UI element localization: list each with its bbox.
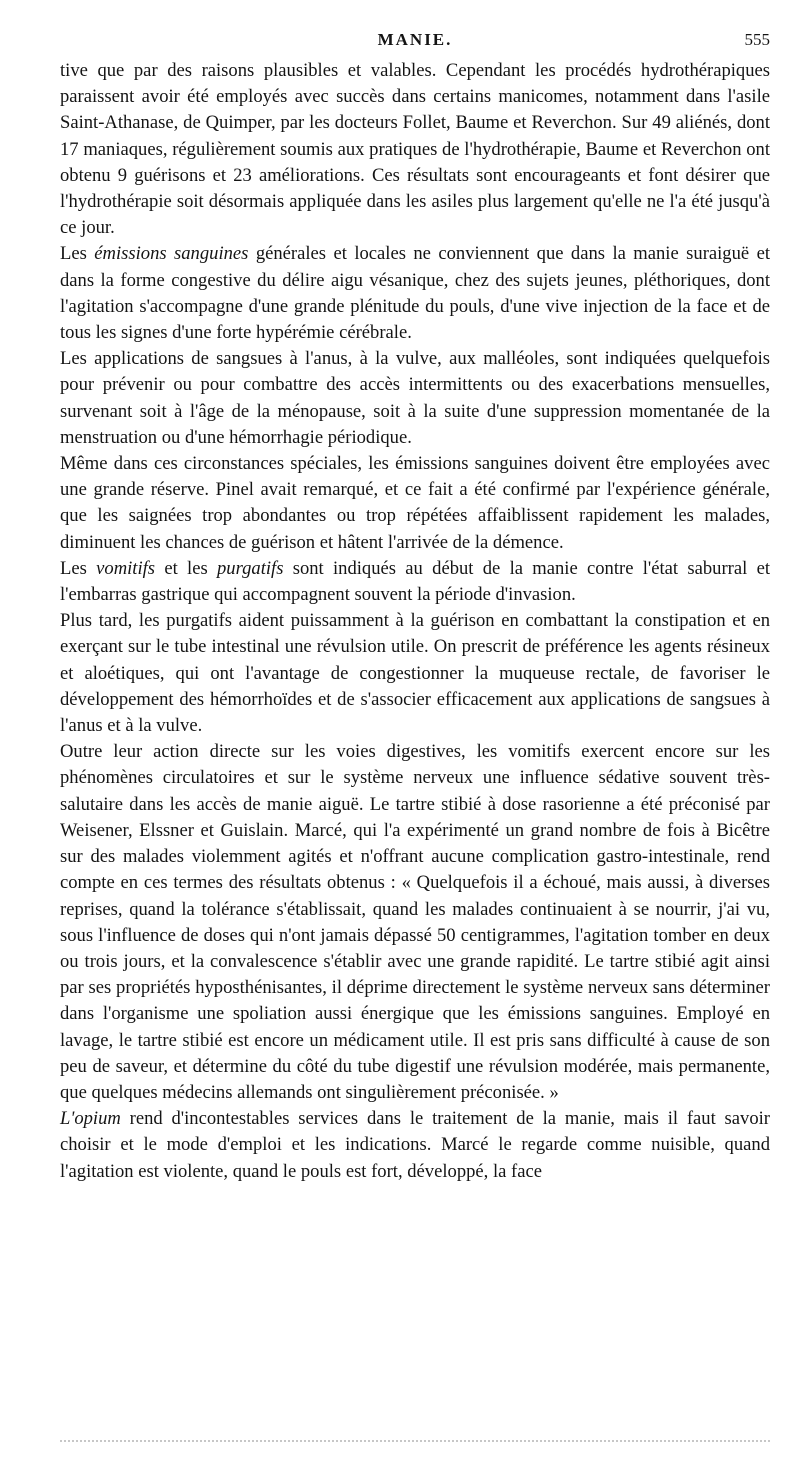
text-run: Outre leur action directe sur les voies digestives, les vomitifs exercent encore sur les phénomènes circulatoires et sur le système nerveux une influence sédative souvent très-salutaire dans les accès de manie aiguë. Le tartre stibié à dose rasorienne a été préconisé par Weisener, Elssner et Guislain. Marcé, qui l'a expérimenté un grand nombre de fois à Bicêtre sur des malades violemment agités et n'offrant aucune complication gastro-intestinale, rend compte en ces termes des résultats obtenus : « Quelquefois il a échoué, mais aussi, à diverses reprises, quand la tolérance s'établissait, quand les malades continuaient à se nourrir, j'ai vu, sous l'influence de doses qui n'ont jamais dépassé 50 centigrammes, l'agitation tomber en deux ou trois jours, et la convalescence s'établir avec une grande rapidité. Le tartre stibié agit ainsi par ses propriétés hyposthénisantes, il déprime directement le système nerveux sans déterminer dans l'organisme une spoliation aussi énergique que les émissions sanguines. Employé en lavage, le tartre stibié est encore un médicament utile. Il est pris sans difficulté à cause de son peu de saveur, et détermine du côté du tube digestif une révulsion modérée, mais permanente, que quelques médecins allemands ont singulièrement préconisée. »: [60, 741, 770, 1103]
italic-term: purgatifs: [216, 557, 284, 579]
text-run: tive que par des raisons plausibles et valables. Cependant les procédés hydrothérapiques paraissent avoir été employés avec succès dans certains manicomes, notamment dans l'asile Saint-Athanase, de Quimper, par les docteurs Follet, Baume et Reverchon. Sur 49 aliénés, dont 17 maniaques, régulièrement soumis aux pratiques de l'hydrothérapie, Baume et Reverchon ont obtenu 9 guérisons et 23 améliorations. Ces résultats sont encourageants et font désirer que l'hydrothérapie soit désormais appliquée dans les asiles plus largement qu'elle ne l'a été jusqu'à ce jour.: [60, 60, 770, 239]
page-number: 555: [744, 30, 770, 49]
paragraph: [60, 241, 770, 346]
text-run: sont indiqués au début de la manie contre l'état saburral et l'embarras gastrique qui accompagnent souvent la période d'invasion.: [60, 557, 770, 606]
italic-term: émissions sanguines: [94, 243, 249, 265]
text-run: Les: [60, 243, 95, 265]
paragraph: [60, 346, 770, 451]
italic-term: vomitifs: [96, 557, 156, 579]
text-run: rend d'incontestables services dans le traitement de la manie, mais il faut savoir choisir et le mode d'emploi et les indications. Marcé le regarde comme nuisible, quand l'agitation est violente, quand le pouls est fort, développé, la face: [60, 1108, 770, 1182]
paragraph: [60, 451, 770, 556]
text-run: Même dans ces circonstances spéciales, les émissions sanguines doivent être employées avec une grande réserve. Pinel avait remarqué, et ce fait a été confirmé par l'expérience générale, que les saignées trop abondantes ou trop répétées affaiblissent rapidement les malades, diminuent les chances de guérison et hâtent l'arrivée de la démence.: [60, 453, 770, 553]
text-run: Les: [60, 557, 97, 579]
paragraph: [60, 1106, 770, 1185]
text-run: Plus tard, les purgatifs aident puissamment à la guérison en combattant la constipation et en exerçant sur le tube intestinal une révulsion utile. On prescrit de préférence les agents résineux et aloétiques, qui ont l'avantage de congestionner la muqueuse rectale, de favoriser le développement des hémorrhoïdes et de s'associer efficacement aux applications de sangsues à l'anus et à la vulve.: [60, 610, 770, 737]
paragraph: [60, 608, 770, 739]
body-text: [60, 58, 770, 1185]
text-run: et les: [155, 557, 217, 579]
running-title: MANIE.: [377, 30, 453, 49]
paragraph: [60, 739, 770, 1106]
document-page: [60, 30, 770, 1185]
paragraph: [60, 58, 770, 241]
text-run: générales et locales ne conviennent que dans la manie suraiguë et dans la forme congestive du délire aigu vésanique, chez des sujets jeunes, pléthoriques, dont l'agitation s'accompagne d'une grande plénitude du pouls, d'une vive injection de la face et de tous les signes d'une forte hypérémie cérébrale.: [60, 243, 770, 344]
text-run: Les applications de sangsues à l'anus, à la vulve, aux malléoles, sont indiquées quelquefois pour prévenir ou pour combattre des accès intermittents ou des exacerbations mensuelles, survenant soit à l'âge de la ménopause, soit à la suite d'une suppression momentanée de la menstruation ou d'une hémorrhagie périodique.: [60, 348, 770, 448]
italic-term: opium: [74, 1108, 121, 1130]
page-bottom-rule: [60, 1440, 770, 1448]
running-header: [60, 30, 770, 54]
paragraph: [60, 556, 770, 608]
italic-term: L': [60, 1108, 75, 1130]
